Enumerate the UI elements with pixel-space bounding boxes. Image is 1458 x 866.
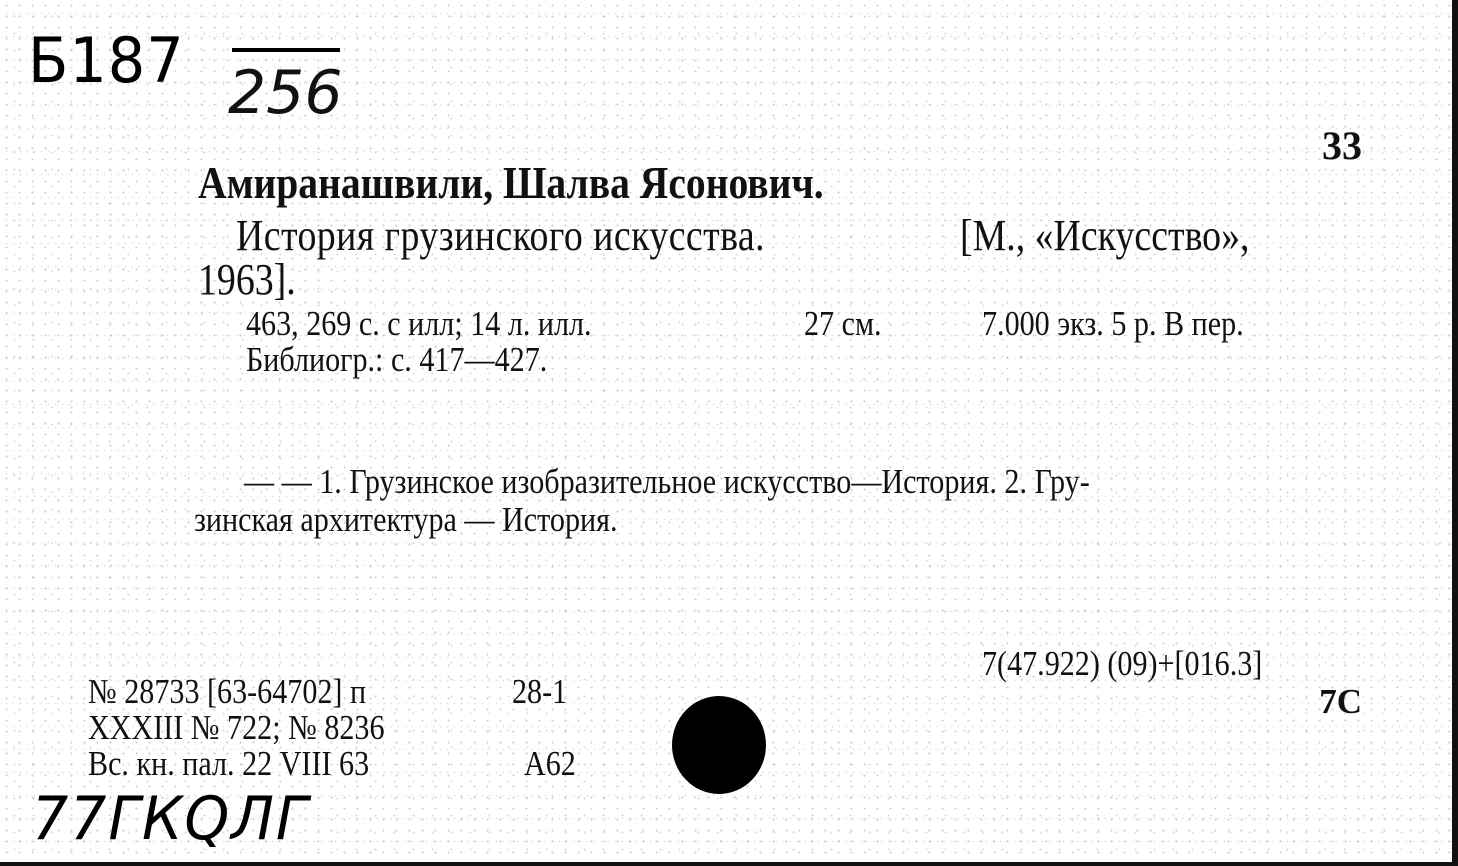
- subject-headings-line-1: — — 1. Грузинское изобразительное искусство—История. 2. Гру-: [244, 462, 1090, 501]
- imprint: [М., «Искусство»,: [960, 211, 1250, 260]
- author-heading: Амиранашвили, Шалва Ясонович.: [198, 157, 824, 208]
- book-size: 27 см.: [804, 304, 882, 343]
- handwritten-shelf-code: Б187: [28, 24, 185, 97]
- shelf-fraction-line: [232, 48, 340, 52]
- bibliography-note: Библиогр.: с. 417—427.: [246, 340, 548, 379]
- registry-line-1: № 28733 [63-64702] п: [88, 672, 367, 711]
- registry-line-1-code: 28-1: [512, 672, 568, 711]
- card-bottom-edge: [0, 862, 1458, 866]
- book-title: История грузинского искусства.: [236, 211, 766, 260]
- handwritten-shelf-fraction: 256: [228, 58, 343, 128]
- classification-sub: 7С: [1319, 682, 1362, 721]
- registry-line-2: XXXIII № 722; № 8236: [88, 708, 385, 747]
- punch-hole: [672, 696, 766, 794]
- print-run-price: 7.000 экз. 5 р. В пер.: [982, 304, 1244, 343]
- physical-description: 463, 269 с. с илл; 14 л. илл.: [246, 304, 592, 343]
- handwritten-bottom-note: 77ГКQЛГ: [32, 784, 310, 854]
- registry-line-3-code: А62: [524, 744, 576, 783]
- classification-code: 7(47.922) (09)+[016.3]: [982, 644, 1263, 683]
- publication-year: 1963].: [198, 255, 296, 304]
- card-right-edge: [1452, 0, 1458, 866]
- subject-headings-line-2: зинская архитектура — История.: [194, 500, 618, 539]
- card-number: 33: [1322, 123, 1362, 168]
- registry-line-3: Вс. кн. пал. 22 VIII 63: [88, 744, 370, 783]
